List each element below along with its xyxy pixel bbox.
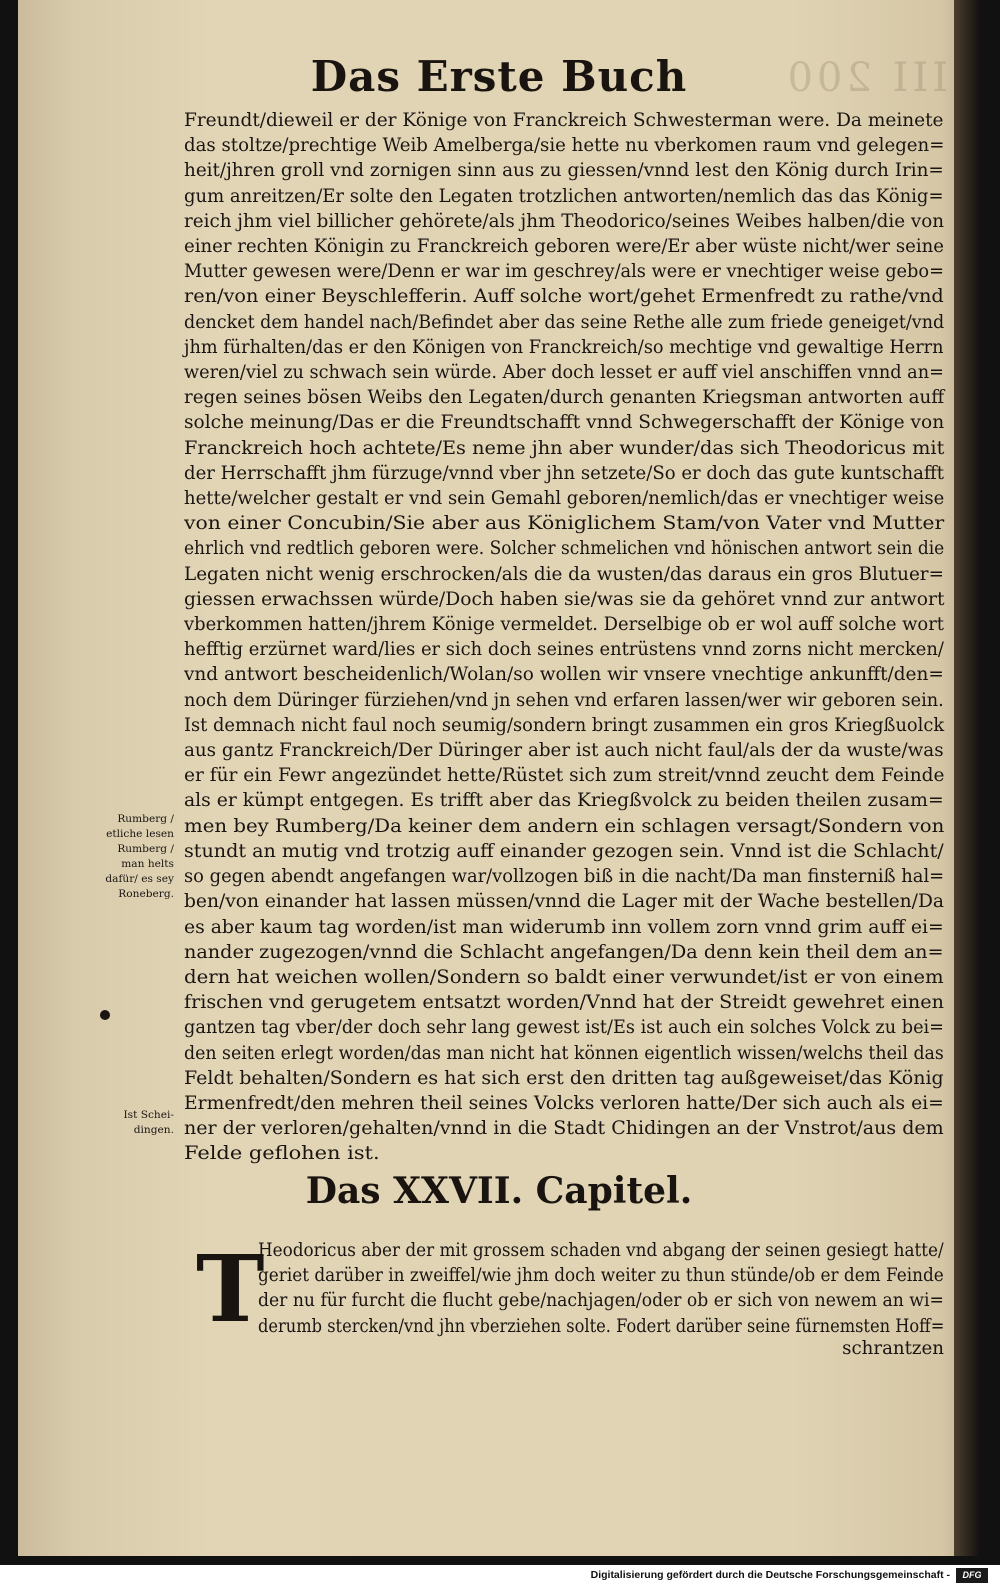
text-line: aus gantz Franckreich/Der Düringer aber ist auch nicht faul/als der da wuste/was: [184, 740, 944, 762]
margin-note-line: etliche lesen: [106, 828, 174, 840]
text-line: den seiten erlegt worden/das man nicht hat können eigentlich wissen/welchs theil das: [184, 1042, 944, 1064]
margin-bullet-mark: [100, 1010, 110, 1020]
text-line: men bey Rumberg/Da keiner dem andern ein schlagen versagt/Sondern von: [184, 815, 945, 837]
text-line: vberkommen hatten/jhrem Könige vermeldet. Derselbige ob er wol auff solche wort: [184, 614, 944, 636]
margin-note-line: Rumberg /: [117, 813, 174, 825]
chapter-heading: Das XXVII. Capitel.: [305, 1170, 693, 1212]
text-line: ner der verloren/gehalten/vnnd in die Stadt Chidingen an der Vnstrot/aus dem: [184, 1118, 944, 1140]
text-line: stundt an mutig vnd trotzig auff einander gezogen sein. Vnnd ist die Schlacht/: [184, 840, 944, 862]
text-line: weren/viel zu schwach sein würde. Aber doch lesset er auff viel anschiffen vnnd an=: [184, 362, 944, 384]
text-line: geriet darüber in zweiffel/wie jhm doch weiter zu thun stünde/ob er dem Feinde: [258, 1265, 944, 1287]
text-line: Heodoricus aber der mit grossem schaden vnd abgang der seinen gesiegt hatte/: [258, 1240, 944, 1261]
margin-note-scheidungen: [90, 1108, 174, 1138]
text-line: dern hat weichen wollen/Sondern so baldt einer verwundet/ist er von einem: [184, 966, 944, 988]
drop-cap-initial: T: [196, 1235, 265, 1343]
text-line: Freundt/dieweil er der Könige von Franckreich Schwesterman were. Da meinete: [184, 110, 944, 131]
text-line: heit/jhren groll vnd zornigen sinn aus zu giessen/vnnd lest den König durch Irin=: [184, 160, 944, 182]
text-line: Franckreich hoch achtete/Es neme jhn aber wunder/das sich Theodoricus mit: [184, 437, 945, 459]
text-line: Legaten nicht wenig erschrocken/als die da wusten/das daraus ein gros Blutuer=: [184, 563, 944, 585]
running-title: Das Erste Buch: [310, 52, 688, 101]
chapter-text: [258, 1238, 944, 1339]
text-line: jhm fürhalten/das er den Königen von Franckreich/so mechtige vnd gewaltige Herrn: [184, 336, 944, 358]
text-line: ehrlich vnd redtlich geboren were. Solcher schmelichen vnd hönischen antwort sein die: [184, 538, 945, 560]
text-line: solche meinung/Das er die Freundtschafft vnnd Schwegerschafft der Könige von: [184, 412, 945, 434]
book-spine-edge: [954, 0, 980, 1556]
text-line: gantzen tag vber/der doch sehr lang gewest ist/Es ist auch ein solches Volck zu bei=: [184, 1017, 944, 1039]
footer-credit: Digitalisierung gefördert durch die Deutsche Forschungsgemeinschaft -: [590, 1569, 950, 1581]
text-line: der Herrschafft jhm fürzuge/vnnd vber jhn setzete/So er doch das gute kuntschafft: [184, 462, 944, 484]
text-line: er für ein Fewr angezündet hette/Rüstet sich zum streit/vnnd zeucht dem Feinde: [184, 765, 945, 787]
text-line: als er kümpt entgegen. Es trifft aber das Kriegßvolck zu beiden theilen zusam=: [184, 790, 944, 812]
body-text: [184, 108, 944, 1167]
text-line: vnd antwort bescheidenlich/Wolan/so wollen wir vnsere vnechtige ankunfft/den=: [184, 664, 944, 686]
text-line: regen seines bösen Weibs den Legaten/durch genanten Kriegsman antworten auff: [184, 387, 945, 409]
text-line: einer rechten Königin zu Franckreich geboren were/Er aber wüste nicht/wer seine: [184, 236, 944, 258]
margin-note-line: Ist Schei-: [123, 1109, 174, 1121]
text-line: dencket dem handel nach/Befindet aber das seine Rethe alle zum friede geneiget/vnd: [184, 311, 945, 333]
book-page: [18, 0, 980, 1556]
margin-note-line: Roneberg.: [118, 888, 174, 900]
text-line: Mutter gewesen were/Denn er war im geschrey/als were er vnechtiger weise gebo=: [184, 261, 944, 283]
text-line: hette/welcher gestalt er vnd sein Gemahl geboren/nemlich/das er vnechtiger weise: [184, 488, 945, 510]
margin-note-line: man helts: [121, 858, 174, 870]
catchword: schrantzen: [842, 1338, 944, 1359]
margin-note-line: dafür/ es sey: [105, 873, 174, 885]
text-line: Felde geflohen ist.: [184, 1143, 380, 1165]
text-line: derumb stercken/vnd jhn vberziehen solte. Fodert darüber seine fürnemsten Hoff=: [258, 1315, 945, 1337]
text-line: giessen erwachssen würde/Doch haben sie/was sie da gehöret vnnd zur antwort: [184, 588, 945, 610]
text-line: von einer Concubin/Sie aber aus Königlichem Stam/von Vater vnd Mutter: [184, 513, 945, 535]
bleed-through-text: III 200: [783, 55, 948, 101]
text-line: Feldt behalten/Sondern es hat sich erst den dritten tag außgeweiset/das König: [184, 1067, 944, 1089]
text-line: reich jhm viel billicher gehörete/als jhm Theodorico/seines Weibes halben/die von: [184, 210, 945, 232]
footer-bar: [0, 1565, 1000, 1588]
text-line: Ermenfredt/den mehren theil seines Volcks verloren hatte/Der sich auch als ei=: [184, 1092, 944, 1114]
text-line: nander zugezogen/vnnd die Schlacht angefangen/Da denn kein theil dem an=: [184, 941, 944, 963]
text-line: Ist demnach nicht faul noch seumig/sondern bringt zusammen ein gros Kriegßuolck: [184, 714, 945, 736]
text-line: das stoltze/prechtige Weib Amelberga/sie hette nu vberkomen raum vnd gelegen=: [184, 135, 945, 157]
text-line: ben/von einander hat lassen müssen/vnnd die Lager mit der Wache bestellen/Da: [184, 891, 945, 913]
margin-note-line: dingen.: [133, 1124, 174, 1136]
text-line: hefftig erzürnet ward/lies er sich doch seines entrüstens vnnd zorns nicht mercken/: [184, 639, 944, 661]
text-line: es aber kaum tag worden/ist man widerumb inn vollem zorn vnnd grim auff ei=: [184, 916, 944, 938]
text-line: ren/von einer Beyschlefferin. Auff solche wort/gehet Ermenfredt zu rathe/vnd: [184, 286, 944, 308]
margin-note-line: Rumberg /: [117, 843, 174, 855]
margin-note-rumberg: [90, 812, 174, 902]
text-line: noch dem Düringer fürziehen/vnd jn sehen vnd erfaren lassen/wer wir geboren sein.: [184, 689, 944, 711]
text-line: so gegen abendt angefangen war/vollzogen biß in die nacht/Da man finsterniß hal=: [184, 866, 945, 888]
text-line: der nu für furcht die flucht gebe/nachjagen/oder ob er sich von newem an wi=: [258, 1290, 944, 1312]
text-line: gum anreitzen/Er solte den Legaten trotzlichen antworten/nemlich das das König=: [184, 185, 944, 207]
dfg-logo: DFG: [956, 1568, 988, 1583]
text-line: frischen vnd gerugetem entsatzt worden/Vnnd hat der Streidt gewehret einen: [184, 992, 944, 1014]
